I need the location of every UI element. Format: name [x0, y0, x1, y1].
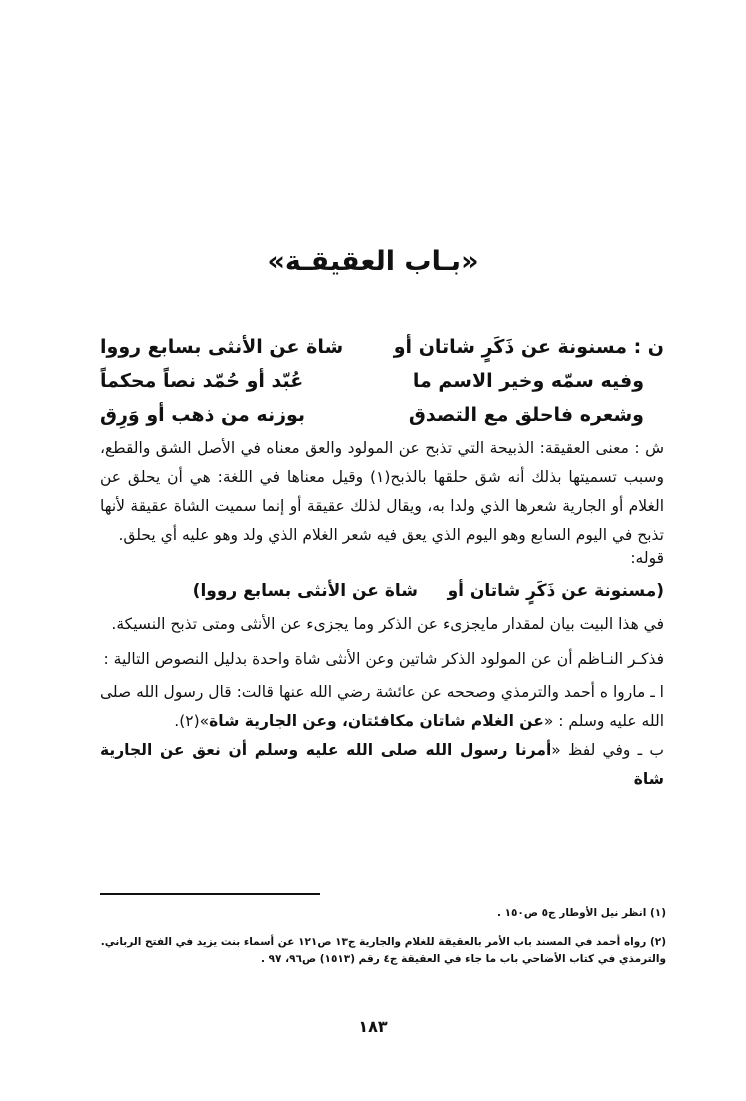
footnotes	[100, 905, 666, 968]
verse-line	[100, 370, 664, 392]
footnote-divider	[100, 893, 320, 895]
footnote-2-continued: والترمذي في كتاب الأضاحي باب ما جاء في العقيقة ج٤ رقم (١٥١٣) ص٩٦، ٩٧ .	[260, 953, 666, 965]
chapter-title: «بـاب العقيقـة»	[267, 246, 479, 277]
verse-first-hemistich: وشعره فاحلق مع التصدق	[408, 404, 644, 426]
qawluh-label: قوله:	[630, 549, 664, 567]
page-number: ١٨٣	[358, 1017, 388, 1036]
evidence-item-1	[100, 678, 664, 736]
verse-second-hemistich: عُبّد أو حُمّد نصاً محكماً	[100, 370, 304, 392]
evidence-item-2-text: ب ـ وفي لفظ «	[551, 741, 664, 759]
verse-second-hemistich: بوزنه من ذهب أو وَرِق	[100, 404, 306, 426]
footnote-1: (١) انظر نيل الأوطار ج٥ ص١٥٠ .	[496, 907, 666, 919]
evidence-intro-paragraph: فذكـر النـاظم أن عن المولود الذكر شاتين وعن الأنثى شاة واحدة بدليل النصوص التالية :	[103, 650, 664, 668]
footnote-2: (٢) رواه أحمد في المسند باب الأمر بالعقيقة للغلام والجارية ج١٣ ص١٢١ عن أسماء بنت يزيد في الفتح الرباني.	[100, 936, 666, 948]
hadith-quote-2: أمرنا رسول الله صلى الله عليه وسلم أن نعق عن الجارية شاة	[100, 741, 664, 788]
footnote-ref-2: »(٢).	[174, 712, 210, 730]
verse-second-hemistich: شاة عن الأنثى بسابع رووا	[100, 336, 344, 358]
commentary-text	[100, 434, 664, 794]
evidence-item-1-text: ا ـ ماروا ه أحمد والترمذي وصححه عن عائشة رضي الله عنها قالت: قال رسول الله صلى الله عليه وسلم : «	[100, 683, 664, 730]
explanation-paragraph: في هذا البيت بيان لمقدار مايجزىء عن الذكر وما يجزىء عن الأنثى ومتى تذبح النسيكة.	[111, 615, 664, 633]
poem-verses	[100, 336, 664, 436]
hadith-quote-1: عن الغلام شاتان مكافئتان، وعن الجارية شاة	[209, 712, 544, 730]
verse-first-hemistich: وفيه سمّه وخير الاسم ما	[412, 370, 644, 392]
quoted-verse: (مسنونة عن ذَكَرٍ شاتان أو شاة عن الأنثى بسابع رووا)	[192, 581, 664, 601]
verse-first-hemistich: ن : مسنونة عن ذَكَرٍ شاتان أو	[393, 336, 664, 358]
definition-paragraph: ش : معنى العقيقة: الذبيحة التي تذبح عن المولود والعق معناه في الأصل الشق والقطع، وسبب تسميتها بذلك أنه شق حلقها بالذبح(١) وقيل معناها في اللغة: هي أن يحلق عن الغلام أو الجارية شعرها الذي ولدا به، ويقال لذلك عقيقة أو إنما سميت الشاة عقيقة لأنها تذبح في اليوم السابع وهو اليوم الذي يعق فيه شعر الغلام الذي ولد وهو عليه أي يحلق.	[100, 439, 664, 544]
evidence-item-2	[100, 736, 664, 794]
verse-line	[100, 336, 664, 358]
verse-line	[100, 404, 664, 426]
